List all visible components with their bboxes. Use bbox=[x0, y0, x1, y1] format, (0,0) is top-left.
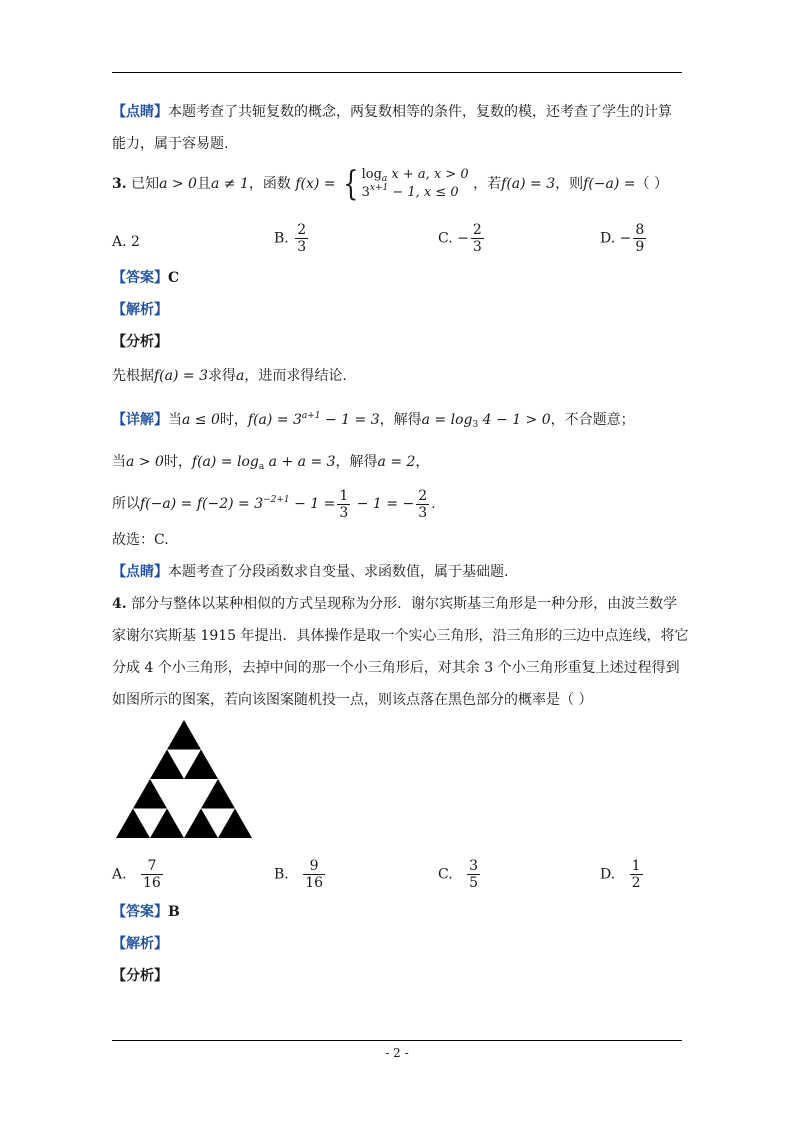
math-sub: a bbox=[258, 462, 265, 472]
case1-rest: x + a, x > 0 bbox=[387, 167, 469, 182]
math: − 1 = 3 bbox=[320, 412, 380, 428]
text: ，进而求得结论. bbox=[244, 368, 347, 384]
frac-num: 1 bbox=[631, 858, 641, 874]
text: 分成 4 个小三角形，去掉中间的那一个小三角形后，对其余 3 个小三角形重复上述过程得到 bbox=[112, 660, 680, 676]
q3-number: 3. bbox=[112, 176, 127, 192]
analysis-tag: 【解析】 bbox=[112, 936, 168, 952]
note-text-2: 能力，属于容易题. bbox=[112, 136, 229, 152]
text: 时， bbox=[219, 412, 248, 428]
text: 求得 bbox=[208, 368, 236, 384]
text: 家谢尔宾斯基 1915 年提出．具体操作是取一个实心三角形，沿三角形的三边中点连线，将它 bbox=[112, 628, 689, 644]
q4-analysis bbox=[112, 934, 168, 954]
q3-note bbox=[112, 562, 508, 582]
option-label: B. bbox=[274, 866, 289, 883]
case1-sub: a bbox=[381, 174, 388, 184]
q4-option-a bbox=[112, 858, 165, 891]
option-sign: − bbox=[457, 230, 469, 247]
brace: { bbox=[343, 164, 359, 204]
q3-option-a bbox=[112, 232, 140, 252]
q4-number: 4. bbox=[112, 596, 127, 612]
math: f(a) = 3 bbox=[247, 412, 302, 428]
q3-ask: f(−a) = bbox=[583, 176, 636, 192]
option-fraction bbox=[467, 858, 480, 891]
option-label: C. bbox=[438, 230, 453, 247]
fenxi-tag: 【分析】 bbox=[112, 334, 168, 350]
q3-blank: （ ） bbox=[635, 176, 668, 192]
q3-fenxi bbox=[112, 332, 168, 352]
option-label: D. bbox=[600, 230, 616, 247]
option-sign: − bbox=[619, 230, 632, 247]
text: ，解得 bbox=[379, 412, 422, 428]
q3-stem-text: 已知 bbox=[131, 176, 160, 192]
math: f(−a) = f(−2) = 3 bbox=[140, 496, 264, 512]
q3-option-c bbox=[438, 222, 486, 255]
answer-tag: 【答案】 bbox=[112, 270, 168, 286]
frac-num: 8 bbox=[635, 222, 645, 238]
q4-answer bbox=[112, 902, 180, 922]
math: 4 − 1 > 0 bbox=[478, 412, 551, 428]
frac-num: 2 bbox=[472, 222, 482, 238]
frac-den: 3 bbox=[472, 239, 482, 255]
q3-option-d bbox=[600, 222, 648, 255]
text: 故选：C. bbox=[112, 532, 169, 548]
q4-fenxi bbox=[112, 966, 168, 986]
text: ，不合题意； bbox=[550, 412, 635, 428]
option-fraction bbox=[295, 222, 308, 255]
note-text-1: 本题考查了共轭复数的概念，两复数相等的条件，复数的模，还考查了学生的计算 bbox=[168, 104, 672, 120]
note-tag: 【点睛】 bbox=[112, 564, 168, 580]
q3-stem bbox=[112, 164, 668, 204]
note-tag: 【点睛】 bbox=[112, 104, 168, 120]
math: a + a = 3 bbox=[264, 454, 336, 470]
q3-given: f(a) = 3 bbox=[501, 176, 556, 192]
q3-cond: a > 0 bbox=[159, 176, 197, 192]
piecewise-cases bbox=[362, 166, 469, 202]
text: ， bbox=[415, 454, 430, 470]
option-fraction bbox=[141, 858, 163, 891]
frac-num: 1 bbox=[339, 487, 349, 504]
q4-line-3 bbox=[112, 658, 680, 678]
q3-detail-1 bbox=[112, 410, 635, 430]
q3-detail-2 bbox=[112, 452, 429, 472]
math: a = 2 bbox=[377, 454, 416, 470]
text: 本题考查了分段函数求自变量、求函数值，属于基础题. bbox=[168, 564, 509, 580]
q3-stem-text: ，函数 bbox=[248, 176, 291, 192]
frac-den: 2 bbox=[631, 875, 641, 891]
note-line-2 bbox=[112, 134, 228, 154]
math: a = log bbox=[421, 412, 473, 428]
text: 如图所示的图案，若向该图案随机投一点，则该点落在黑色部分的概率是（ ） bbox=[112, 692, 593, 708]
sierpinski-triangle-figure bbox=[116, 720, 252, 840]
q3-fenxi-text bbox=[112, 366, 347, 386]
text: 所以 bbox=[112, 496, 140, 512]
option-fraction bbox=[471, 222, 484, 255]
option-label: D. bbox=[600, 866, 616, 883]
option-fraction bbox=[633, 222, 646, 255]
option-fraction bbox=[630, 858, 643, 891]
fraction bbox=[337, 488, 350, 521]
q3-detail-3 bbox=[112, 486, 436, 522]
answer-value: B bbox=[168, 904, 180, 920]
q4-line-4 bbox=[112, 690, 592, 710]
math-sub: 3 bbox=[472, 420, 479, 430]
frac-den: 9 bbox=[635, 239, 645, 255]
case2-sup: x+1 bbox=[369, 183, 389, 193]
option-label: B. bbox=[274, 230, 289, 247]
math-sup: a+1 bbox=[301, 411, 321, 421]
frac-num: 2 bbox=[297, 222, 307, 238]
math: − 1 = bbox=[289, 496, 336, 512]
q3-answer bbox=[112, 268, 179, 288]
frac-den: 3 bbox=[297, 239, 307, 255]
math: a > 0 bbox=[126, 454, 164, 470]
q3-option-b bbox=[274, 222, 310, 255]
option-fraction bbox=[303, 858, 325, 891]
math: a bbox=[236, 368, 245, 384]
text: ，解得 bbox=[335, 454, 378, 470]
q4-line-2 bbox=[112, 626, 689, 646]
math-sup: −2+1 bbox=[263, 495, 290, 505]
frac-num: 3 bbox=[469, 858, 479, 874]
frac-num: 2 bbox=[418, 487, 428, 504]
note-line-1 bbox=[112, 102, 672, 122]
detail-tag: 【详解】 bbox=[112, 412, 168, 428]
q3-choose bbox=[112, 530, 169, 550]
q4-line-1 bbox=[112, 594, 677, 614]
case2-base: 3 bbox=[361, 185, 370, 200]
text: . bbox=[431, 496, 436, 512]
q3-stem-text: ，则 bbox=[555, 176, 584, 192]
q3-stem-text: 且 bbox=[196, 176, 211, 192]
option-label: A. bbox=[112, 234, 127, 250]
frac-den: 16 bbox=[143, 875, 161, 891]
math: − 1 = − bbox=[352, 496, 415, 512]
answer-value: C bbox=[168, 270, 180, 286]
q3-analysis bbox=[112, 300, 168, 320]
page-number: - 2 - bbox=[385, 1046, 409, 1060]
q4-option-c bbox=[438, 858, 482, 891]
q3-cond2: a ≠ 1 bbox=[210, 176, 249, 192]
frac-den: 16 bbox=[305, 875, 324, 891]
math: f(a) = 3 bbox=[154, 368, 208, 384]
fraction bbox=[416, 488, 429, 521]
text: 当 bbox=[168, 412, 182, 428]
text: 当 bbox=[112, 454, 126, 470]
option-label: A. bbox=[112, 866, 127, 883]
math: f(a) = log bbox=[191, 454, 259, 470]
analysis-tag: 【解析】 bbox=[112, 302, 168, 318]
math: a ≤ 0 bbox=[182, 412, 220, 428]
case1-log: log bbox=[361, 167, 382, 182]
text: 部分与整体以某种相似的方式呈现称为分形．谢尔宾斯基三角形是一种分形，由波兰数学 bbox=[131, 596, 678, 612]
q3-stem-text: ，若 bbox=[473, 176, 502, 192]
q4-option-d bbox=[600, 858, 645, 891]
footer-rule bbox=[112, 1040, 682, 1041]
header-rule bbox=[112, 72, 682, 73]
frac-den: 5 bbox=[469, 875, 479, 891]
frac-den: 3 bbox=[339, 504, 349, 521]
q4-option-b bbox=[274, 858, 327, 891]
frac-num: 7 bbox=[147, 858, 157, 874]
frac-den: 3 bbox=[418, 504, 428, 521]
fenxi-tag: 【分析】 bbox=[112, 968, 168, 984]
answer-tag: 【答案】 bbox=[112, 904, 168, 920]
option-text: 2 bbox=[131, 234, 140, 250]
option-label: C. bbox=[438, 866, 453, 883]
case2-rest: − 1, x ≤ 0 bbox=[388, 185, 459, 200]
q3-func: f(x) = bbox=[295, 176, 336, 192]
text: 时， bbox=[163, 454, 192, 470]
frac-num: 9 bbox=[309, 858, 319, 874]
text: 先根据 bbox=[112, 368, 154, 384]
